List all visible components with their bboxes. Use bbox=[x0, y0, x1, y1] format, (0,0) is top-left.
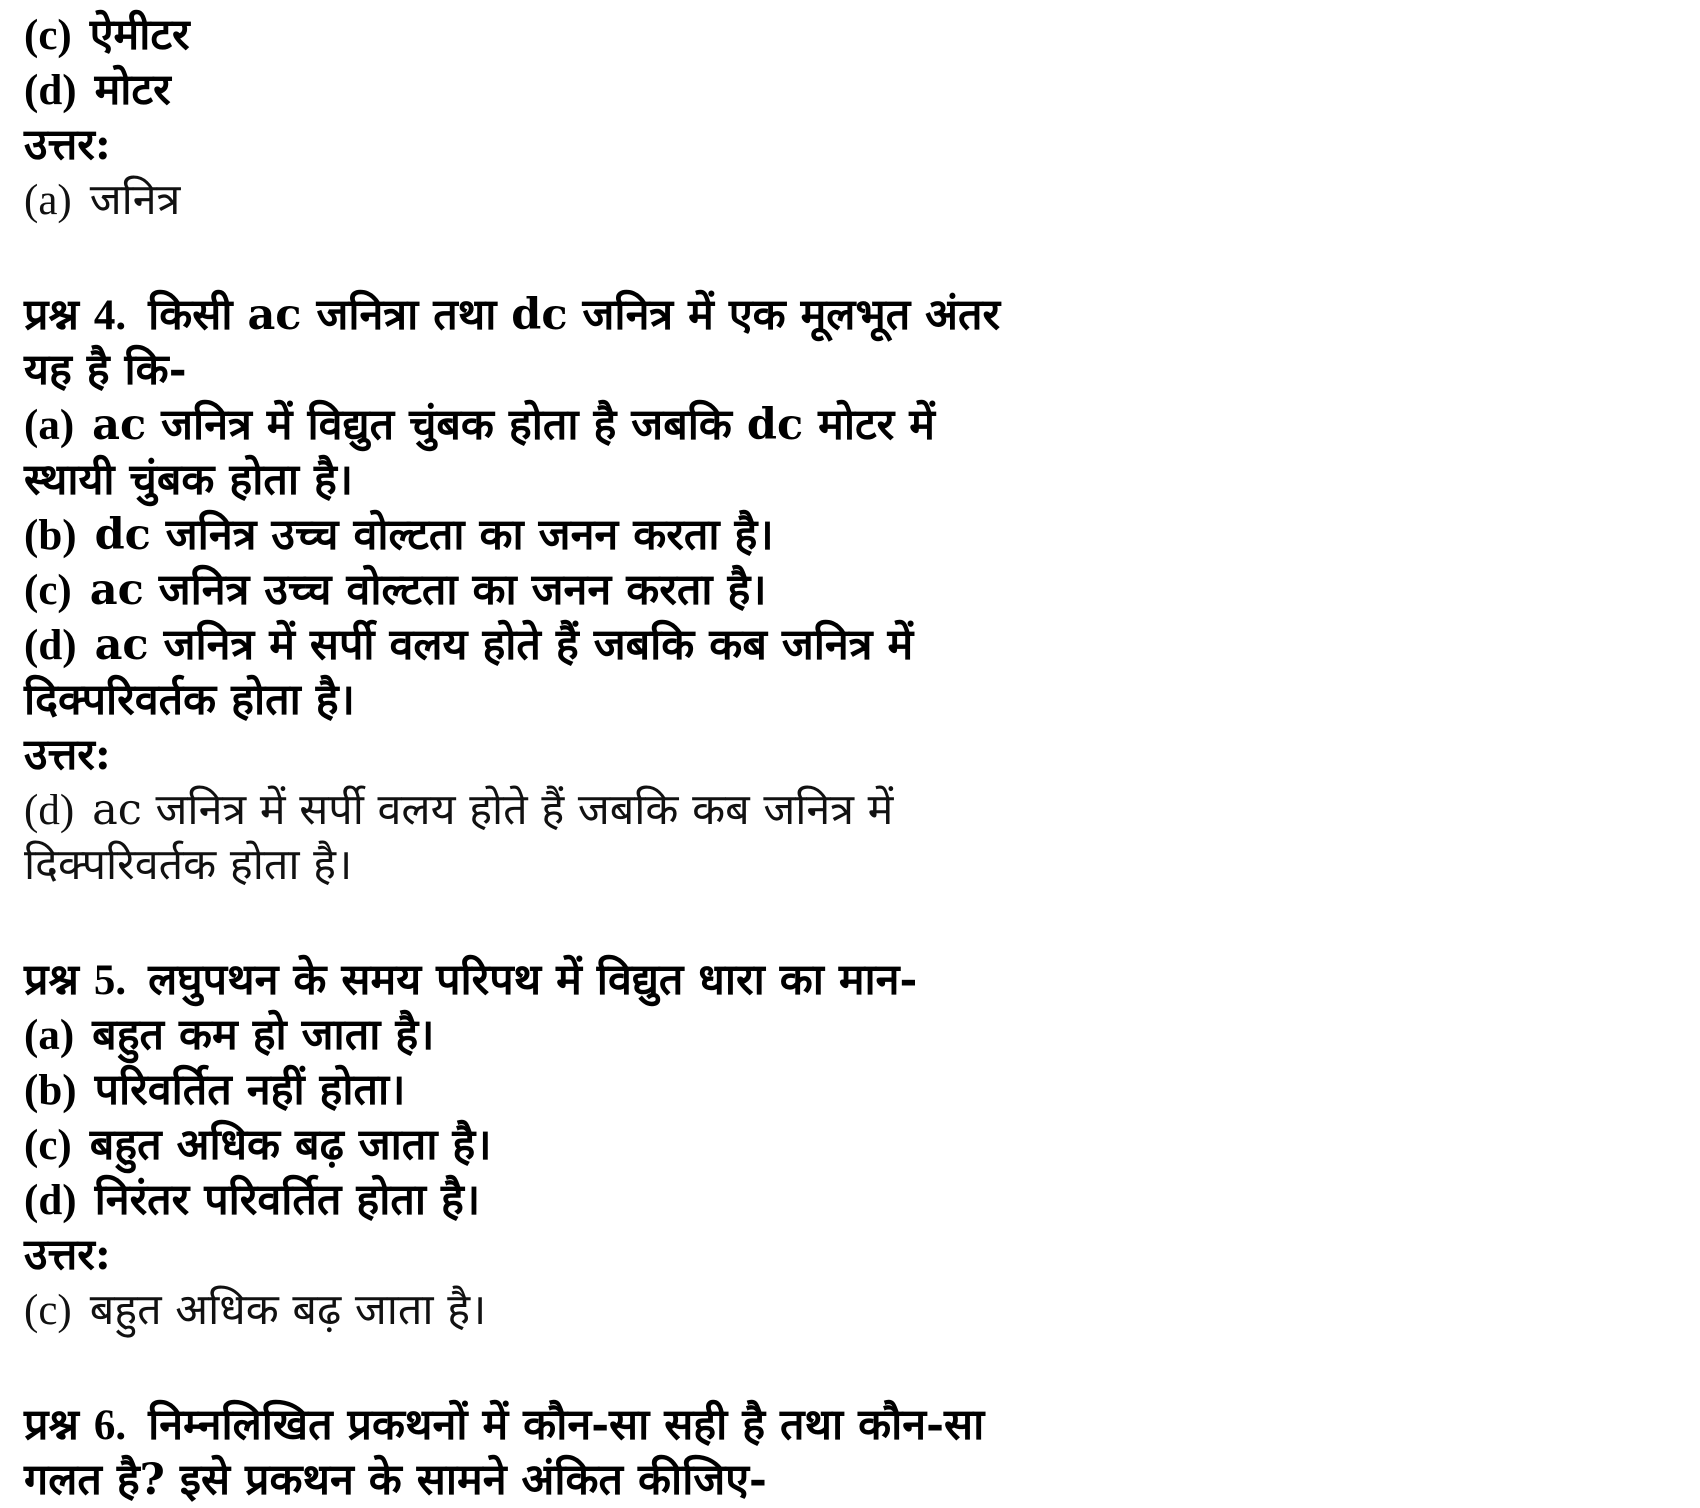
q5-option-c bbox=[24, 1118, 1184, 1173]
q4-option-d-line1 bbox=[24, 618, 1184, 673]
question-number: 4. bbox=[93, 292, 127, 339]
option-label: (a) bbox=[24, 1012, 75, 1059]
option-label: (a) bbox=[24, 402, 75, 449]
question-text: निम्नलिखित प्रकथनों में कौन-सा सही है तथा कौन-सा bbox=[148, 1400, 985, 1450]
option-text: ac जनित्र में विद्युत चुंबक होता है जबकि dc मोटर में bbox=[92, 400, 935, 450]
question-number: 6. bbox=[93, 1402, 127, 1449]
answer-text: ac जनित्र में सर्पी वलय होते हैं जबकि कब जनित्र में bbox=[92, 785, 894, 835]
option-label: (b) bbox=[24, 512, 77, 559]
q6-question-line2: गलत है? इसे प्रकथन के सामने अंकित कीजिए- bbox=[24, 1455, 767, 1505]
q5-answer bbox=[24, 1283, 1184, 1338]
option-text: ac जनित्र उच्च वोल्टता का जनन करता है। bbox=[89, 565, 767, 615]
option-text: ऐमीटर bbox=[89, 10, 190, 60]
answer-label: (d) bbox=[24, 787, 75, 834]
q3-answer-heading: उत्तर: bbox=[24, 120, 111, 170]
option-label: (d) bbox=[24, 622, 77, 669]
option-label: (b) bbox=[24, 1067, 77, 1114]
q4-option-c bbox=[24, 563, 1184, 618]
q5-option-d bbox=[24, 1173, 1184, 1228]
question-prefix: प्रश्न bbox=[24, 955, 79, 1005]
q3-answer bbox=[24, 173, 1184, 228]
option-text: परिवर्तित नहीं होता। bbox=[94, 1065, 406, 1115]
question-text: किसी ac जनित्रा तथा dc जनित्र में एक मूलभूत अंतर bbox=[148, 290, 1001, 340]
option-text: बहुत कम हो जाता है। bbox=[92, 1010, 435, 1060]
q3-option-d bbox=[24, 63, 1184, 118]
option-text: ac जनित्र में सर्पी वलय होते हैं जबकि कब जनित्र में bbox=[94, 620, 914, 670]
q6-question-line1 bbox=[24, 1398, 1184, 1453]
answer-text: जनित्र bbox=[89, 175, 181, 225]
q5-answer-heading: उत्तर: bbox=[24, 1230, 111, 1280]
option-label: (c) bbox=[24, 567, 72, 614]
option-label: (d) bbox=[24, 67, 77, 114]
q4-answer-heading: उत्तर: bbox=[24, 730, 111, 780]
q5-option-a bbox=[24, 1008, 1184, 1063]
question-prefix: प्रश्न bbox=[24, 1400, 79, 1450]
q5-question bbox=[24, 953, 1184, 1008]
option-label: (c) bbox=[24, 1122, 72, 1169]
q4-option-a-line1 bbox=[24, 398, 1184, 453]
question-prefix: प्रश्न bbox=[24, 290, 79, 340]
option-label: (d) bbox=[24, 1177, 77, 1224]
answer-text: बहुत अधिक बढ़ जाता है। bbox=[89, 1285, 487, 1335]
q4-question-line1 bbox=[24, 288, 1184, 343]
question-number: 5. bbox=[93, 957, 127, 1004]
q4-answer-line1 bbox=[24, 783, 1184, 838]
spacer bbox=[24, 1338, 1184, 1398]
answer-label: (c) bbox=[24, 1287, 72, 1334]
q5-option-b bbox=[24, 1063, 1184, 1118]
q4-option-d-line2: दिक्परिवर्तक होता है। bbox=[24, 675, 355, 725]
option-text: बहुत अधिक बढ़ जाता है। bbox=[89, 1120, 492, 1170]
document-page bbox=[24, 8, 1184, 1508]
question-text: लघुपथन के समय परिपथ में विद्युत धारा का मान- bbox=[148, 955, 918, 1005]
q4-option-a-line2: स्थायी चुंबक होता है। bbox=[24, 455, 354, 505]
spacer bbox=[24, 893, 1184, 953]
spacer bbox=[24, 228, 1184, 288]
q4-question-line2: यह है कि- bbox=[24, 345, 187, 395]
option-text: dc जनित्र उच्च वोल्टता का जनन करता है। bbox=[94, 510, 774, 560]
q3-option-c bbox=[24, 8, 1184, 63]
option-label: (c) bbox=[24, 12, 72, 59]
answer-label: (a) bbox=[24, 177, 72, 224]
q4-answer-line2: दिक्परिवर्तक होता है। bbox=[24, 840, 353, 890]
option-text: मोटर bbox=[94, 65, 171, 115]
option-text: निरंतर परिवर्तित होता है। bbox=[94, 1175, 481, 1225]
q4-option-b bbox=[24, 508, 1184, 563]
